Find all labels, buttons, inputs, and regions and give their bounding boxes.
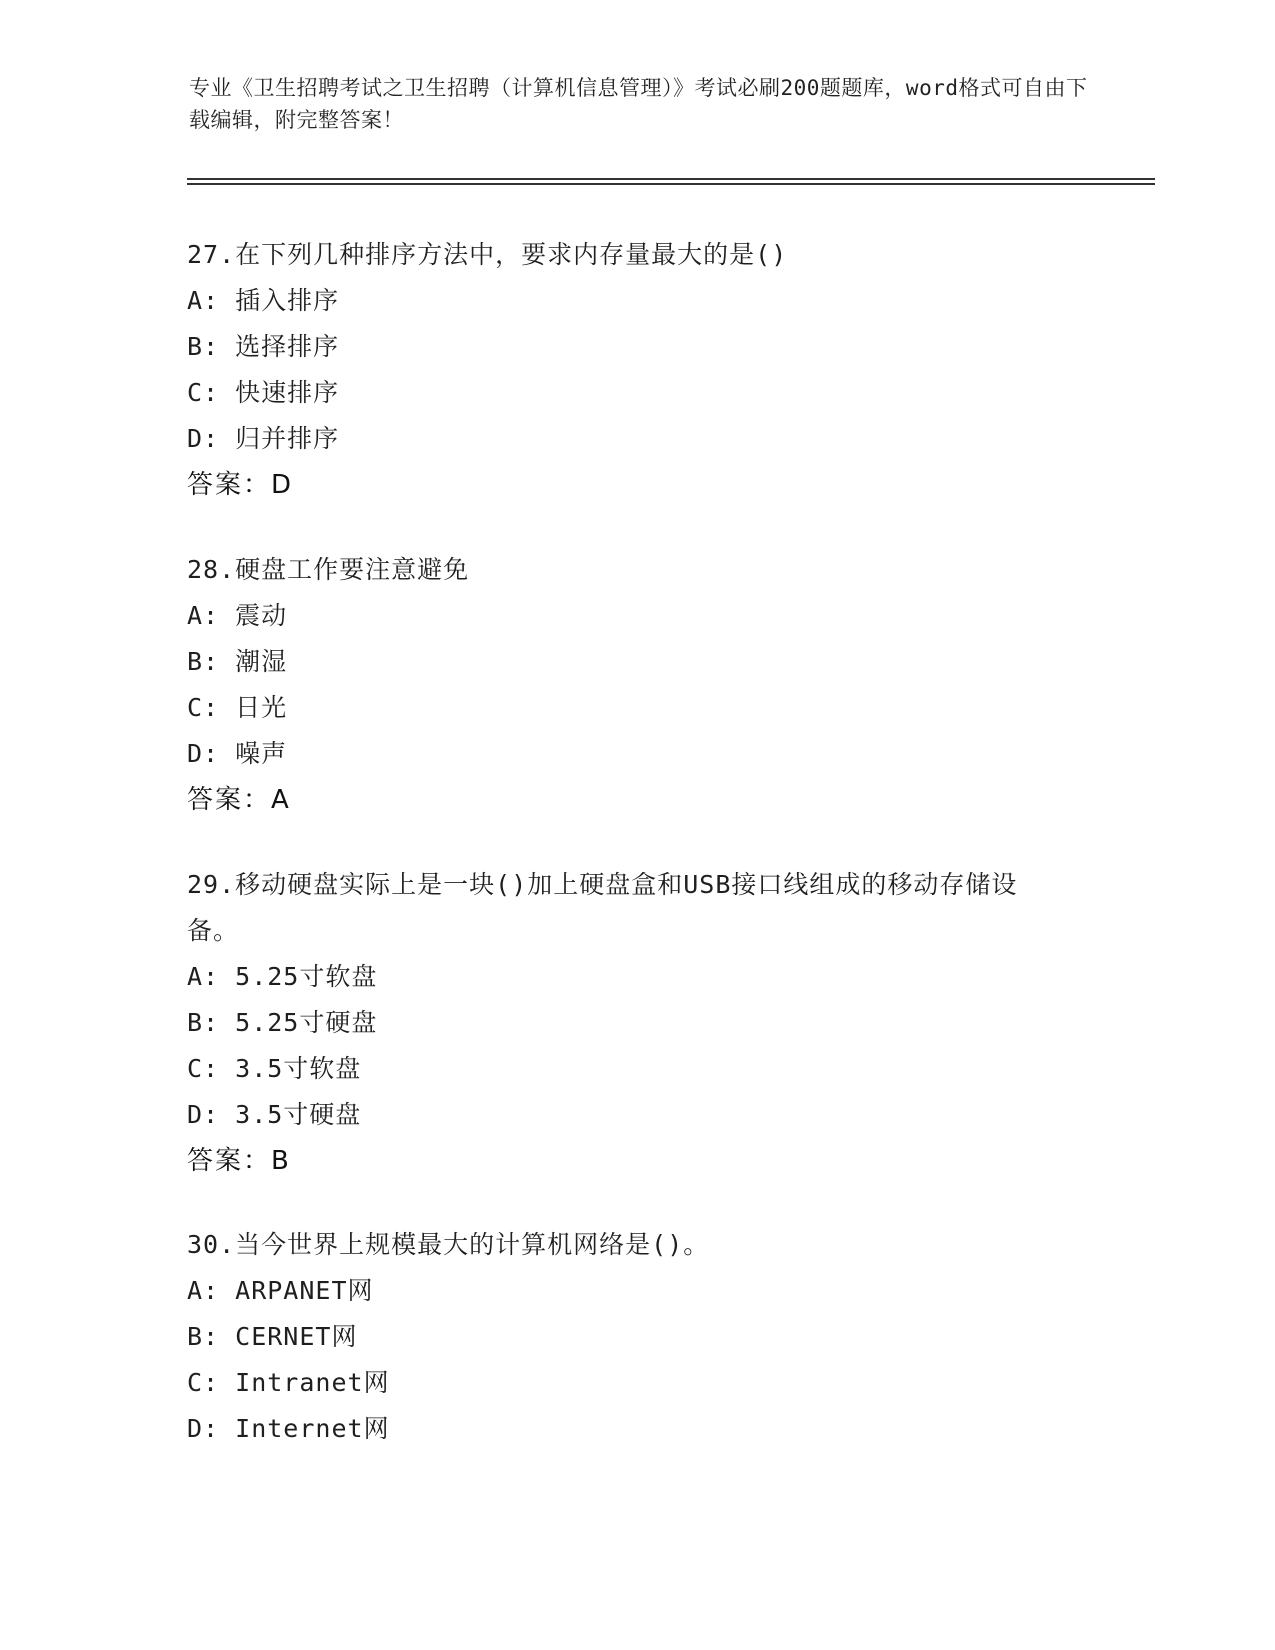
question-title: 30.当今世界上规模最大的计算机网络是()。 <box>187 1230 710 1259</box>
question-title: 29.移动硬盘实际上是一块()加上硬盘盒和USB接口线组成的移动存储设备。 <box>187 870 1018 945</box>
option-a: A: 插入排序 <box>187 286 340 315</box>
option-c: C: 快速排序 <box>187 378 340 407</box>
question-title: 28.硬盘工作要注意避免 <box>187 555 470 584</box>
answer-value: D <box>271 470 292 500</box>
header-divider-bottom <box>187 183 1155 185</box>
question-30 <box>187 1222 1087 1452</box>
option-d: D: 3.5寸硬盘 <box>187 1100 362 1129</box>
question-29 <box>187 862 1087 1184</box>
option-a: A: ARPANET网 <box>187 1276 374 1305</box>
answer-line <box>187 462 1087 508</box>
answer-value: B <box>271 1146 289 1176</box>
option-c: C: 3.5寸软盘 <box>187 1054 362 1083</box>
answer-value: A <box>271 785 289 815</box>
option-a: A: 震动 <box>187 601 288 630</box>
question-28 <box>187 547 1087 823</box>
answer-line <box>187 1138 1087 1184</box>
header-divider-top <box>187 178 1155 180</box>
option-d: D: 噪声 <box>187 739 288 768</box>
option-d: D: 归并排序 <box>187 424 340 453</box>
option-b: B: 潮湿 <box>187 647 288 676</box>
option-d: D: Internet网 <box>187 1414 390 1443</box>
question-27 <box>187 232 1087 508</box>
option-b: B: CERNET网 <box>187 1322 358 1351</box>
option-c: C: 日光 <box>187 693 288 722</box>
answer-label: 答案： <box>187 1146 272 1176</box>
answer-label: 答案： <box>187 470 272 500</box>
answer-label: 答案： <box>187 785 272 815</box>
option-b: B: 选择排序 <box>187 332 340 361</box>
question-title: 27.在下列几种排序方法中，要求内存量最大的是() <box>187 240 788 269</box>
option-a: A: 5.25寸软盘 <box>187 962 378 991</box>
document-header: 专业《卫生招聘考试之卫生招聘（计算机信息管理）》考试必刷200题题库，word格式可自由下载编辑，附完整答案！ <box>189 76 1088 132</box>
option-c: C: Intranet网 <box>187 1368 390 1397</box>
option-b: B: 5.25寸硬盘 <box>187 1008 378 1037</box>
answer-line <box>187 777 1087 823</box>
